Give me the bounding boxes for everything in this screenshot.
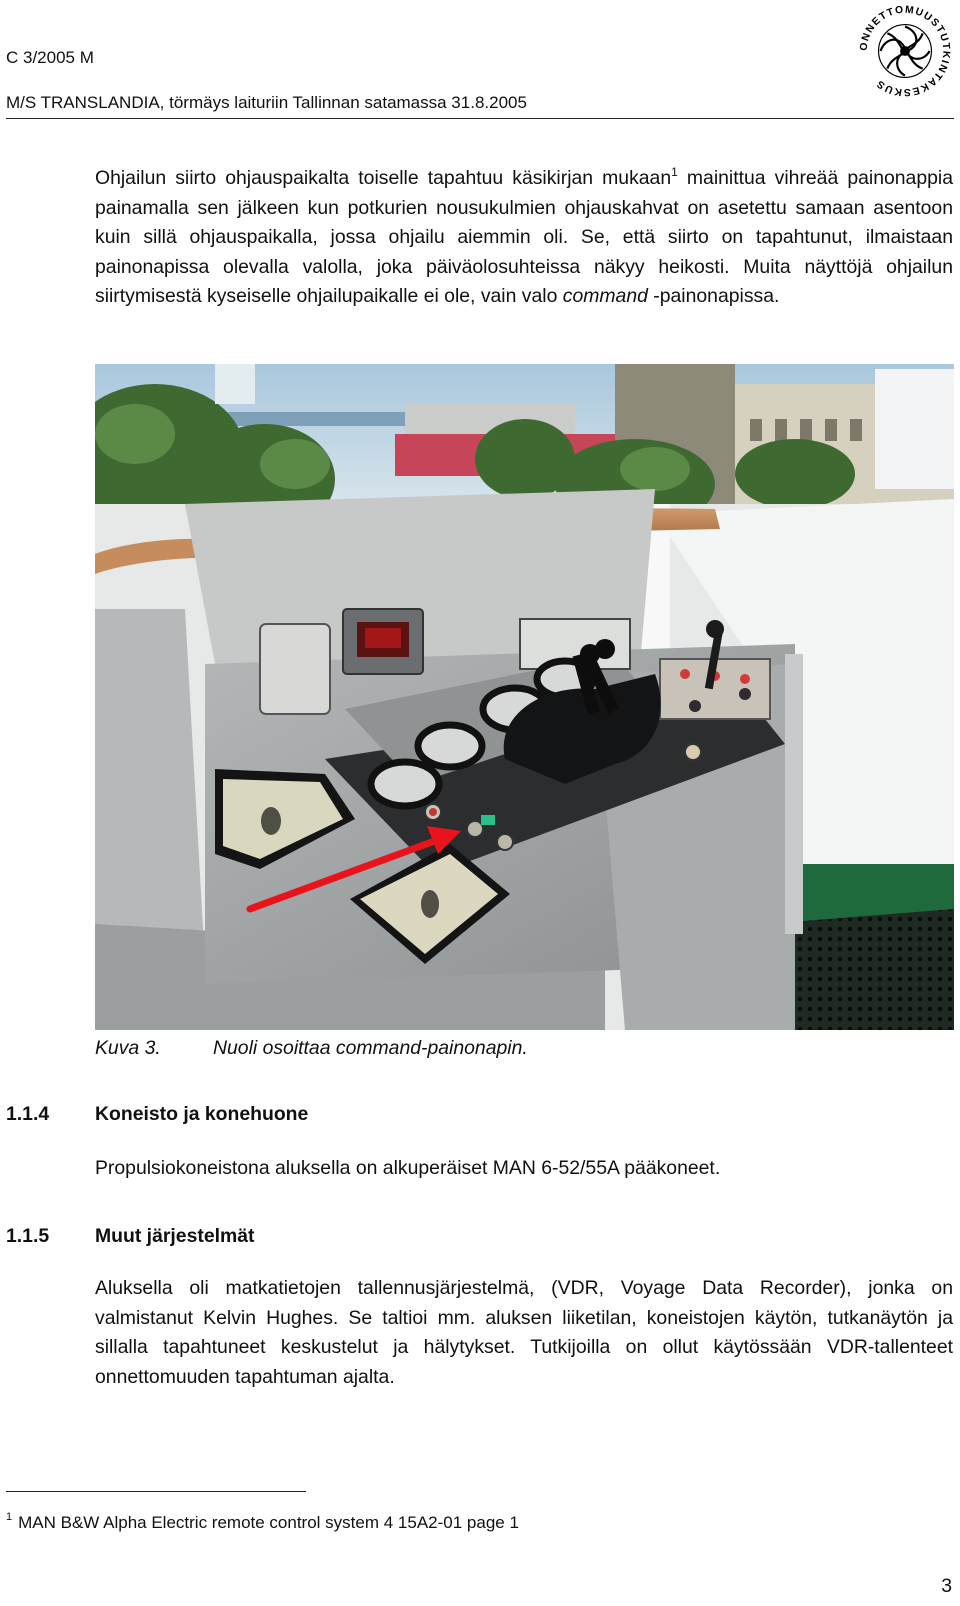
header-rule bbox=[6, 118, 954, 119]
section-heading: Muut järjestelmät bbox=[95, 1225, 255, 1247]
agency-logo bbox=[856, 2, 954, 100]
command-term: command bbox=[562, 285, 648, 307]
footnote-text: MAN B&W Alpha Electric remote control system 4 15A2-01 page 1 bbox=[18, 1513, 519, 1532]
paragraph-propulsion: Propulsiokoneistona aluksella on alkuperäiset MAN 6-52/55A pääkoneet. bbox=[95, 1157, 721, 1179]
footnote-rule bbox=[6, 1491, 306, 1492]
paragraph-control-transfer: Ohjailun siirto ohjauspaikalta toiselle tapahtuu käsikirjan mukaan$^1$ mainittua vihreää painonappia painamalla sen jälkeen kun potkurien nousukulmien ohjauskahvat on asetettu samaan asentoon kuin sillä ohjauspaikalla, jossa ohjailu aiemmin oli. Se, että siirto on tapahtunut, ilmaistaan painonapissa olevalla valolla, joka päiväolosuhteissa näkyy heikosti. Muita näyttöjä ohjailun siirtymisestä kyseiselle ohjailupaikalle ei ole, vain valo command -painonapissa. bbox=[95, 165, 953, 307]
footnote-mark: 1 bbox=[6, 1511, 13, 1523]
section-heading: Koneisto ja konehuone bbox=[95, 1103, 309, 1125]
bridge-console-photo bbox=[95, 364, 954, 1030]
footnote bbox=[6, 1513, 519, 1533]
document-title: M/S TRANSLANDIA, törmäys laituriin Tallinnan satamassa 31.8.2005 bbox=[6, 93, 527, 112]
figure-caption: Nuoli osoittaa command-painonapin. bbox=[213, 1037, 528, 1059]
page-number: 3 bbox=[941, 1575, 952, 1597]
paragraph-vdr: Aluksella oli matkatietojen tallennusjärjestelmä, (VDR, Voyage Data Recorder), jonka on valmistanut Kelvin Hughes. Se taltioi mm. aluksen liiketilan, koneistojen käytön, tutkanäytön ja sillalla tapahtuneet keskustelut ja hälytykset. Tutkijoilla on ollut käytössään VDR-tallenteet onnettomuuden tapahtuman ajalta. bbox=[95, 1277, 953, 1388]
footnote-ref: 1 bbox=[671, 165, 678, 179]
section-number: 1.1.4 bbox=[6, 1103, 50, 1125]
section-number: 1.1.5 bbox=[6, 1225, 50, 1247]
command-button bbox=[481, 815, 495, 825]
document-code: C 3/2005 M bbox=[6, 48, 94, 67]
logo-lettering: ONNETTOMUUSTUTKINTAKESKUS bbox=[858, 4, 952, 98]
figure-label: Kuva 3. bbox=[95, 1037, 161, 1059]
